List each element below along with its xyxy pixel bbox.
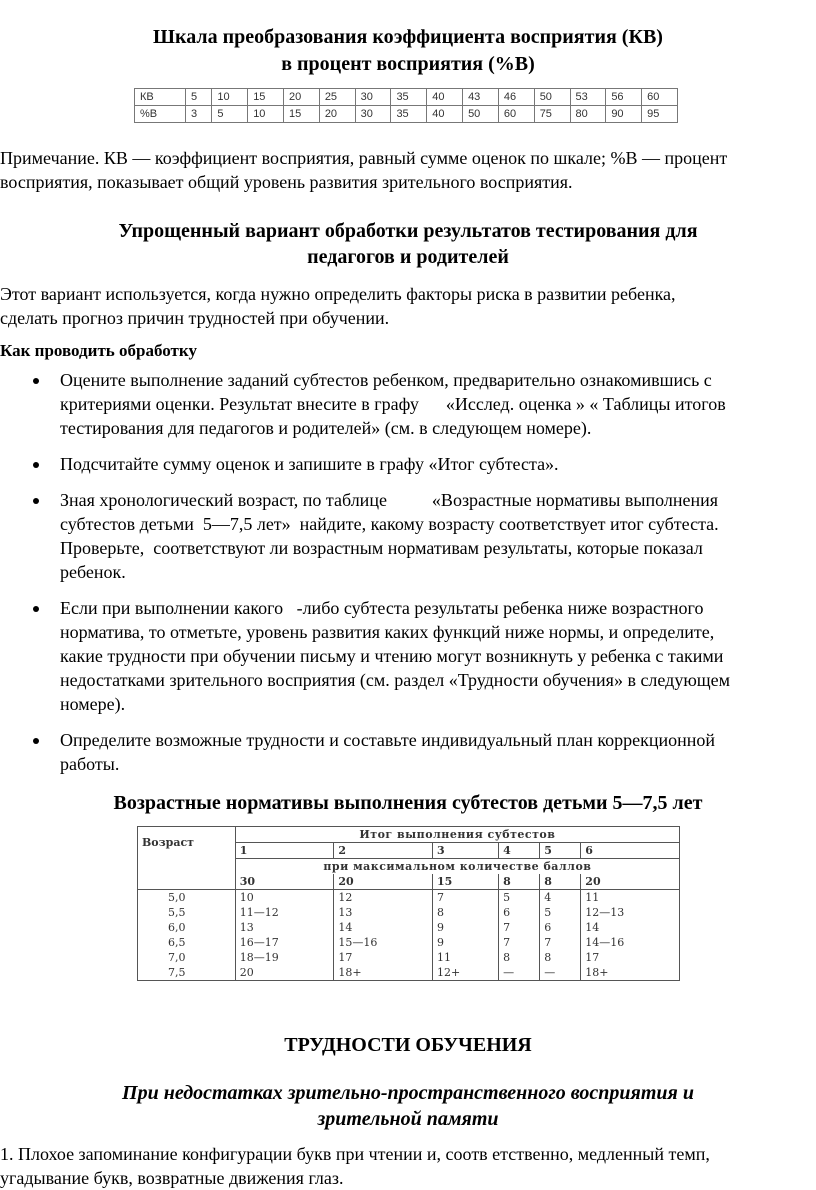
bullet-dot-icon [33,606,39,612]
scale-cell: 30 [355,106,391,123]
norms-row [138,950,680,965]
norm-cell: 9 [432,935,498,950]
subtest-number-header: 2 [334,843,433,859]
norm-cell: — [499,965,540,981]
norm-cell: 17 [334,950,433,965]
norm-cell: 17 [581,950,680,965]
simplified-heading-line-2: педагогов и родителей [307,246,509,268]
scale-row [135,89,678,106]
item1-line-1: 1. Плохое запоминание конфигурации букв при чтении и, соотв етственно, медленный темп, [0,1144,710,1164]
scale-cell: 56 [606,89,642,106]
norm-cell: 11 [432,950,498,965]
norms-heading: Возрастные нормативы выполнения субтестов детьми 5—7,5 лет [113,792,703,814]
instruction-line: номере). [60,694,126,714]
scale-cell: 75 [534,106,570,123]
instruction-item [0,368,816,440]
instruction-line: норматива, то отметьте, уровень развития каких функций ниже нормы, и определите, [60,622,715,642]
subheading-line-1: При недостатках зрительно-пространственного восприятия и [122,1082,694,1104]
instruction-line: Определите возможные трудности и составьте индивидуальный план коррекционной [60,730,716,750]
norm-cell: 7 [499,920,540,935]
instruction-list [0,368,816,788]
norm-cell: 4 [540,890,581,906]
norm-cell: 14 [581,920,680,935]
instruction-item [0,452,816,476]
instruction-line: субтестов детьми 5—7,5 лет» найдите, какому возрасту соответствует итог субтеста. [60,514,719,534]
subtest-number-header: 5 [540,843,581,859]
scale-cell: 95 [642,106,678,123]
scale-cell: 5 [212,106,248,123]
scale-cell: 30 [355,89,391,106]
scale-cell: 15 [284,106,320,123]
instruction-item [0,596,816,716]
subtest-number-header: 6 [581,843,680,859]
scale-cell: 40 [427,89,463,106]
age-spacer-cell [138,874,236,890]
norm-cell: 7 [432,890,498,906]
norm-cell: 18—19 [235,950,334,965]
scale-cell: 20 [319,106,355,123]
scale-cell: 20 [284,89,320,106]
max-score-cell: 20 [334,874,433,890]
page-title [0,24,816,78]
title-line-2: в процент восприятия (%В) [281,53,535,75]
scale-cell: 10 [248,106,284,123]
norms-row [138,905,680,920]
scale-cell: 25 [319,89,355,106]
norm-cell: 11—12 [235,905,334,920]
subtests-group-header: Итог выполнения субтестов [235,827,679,843]
scale-cell: 15 [248,89,284,106]
instruction-line: тестирования для педагогов и родителей» (см. в следующем номере). [60,418,592,438]
norm-cell: 13 [235,920,334,935]
age-cell: 5,5 [168,906,186,919]
note-paragraph [0,146,816,194]
intro-line-1: Этот вариант используется, когда нужно определить факторы риска в развитии ребенка, [0,284,676,304]
max-score-cell: 20 [581,874,680,890]
norm-cell: 20 [235,965,334,981]
age-cell: 6,0 [168,921,186,934]
instruction-line: Подсчитайте сумму оценок и запишите в графу «Итог субтеста». [60,454,559,474]
intro-line-2: сделать прогноз причин трудностей при обучении. [0,308,390,328]
age-column-header: Возраст [142,836,194,850]
instruction-line: работы. [60,754,120,774]
norm-cell: 12+ [432,965,498,981]
age-cell: 6,5 [168,936,186,949]
scale-row-label: КВ [135,89,186,106]
norm-cell: 6 [499,905,540,920]
max-score-cell: 8 [540,874,581,890]
scale-row [135,106,678,123]
simplified-intro [0,282,816,330]
norm-cell: 15—16 [334,935,433,950]
scale-cell: 50 [463,106,499,123]
scale-cell: 80 [570,106,606,123]
age-cell: 7,5 [168,966,186,979]
norm-cell: 12—13 [581,905,680,920]
scale-cell: 90 [606,106,642,123]
norm-cell: 16—17 [235,935,334,950]
norm-cell: 7 [499,935,540,950]
scale-cell: 53 [570,89,606,106]
instruction-item [0,728,816,776]
norm-cell: 6 [540,920,581,935]
subheading-line-2: зрительной памяти [317,1108,499,1130]
scale-cell: 40 [427,106,463,123]
scale-cell: 5 [186,89,212,106]
norm-cell: 14 [334,920,433,935]
max-score-cell: 30 [235,874,334,890]
instruction-line: критериями оценки. Результат внесите в графу «Исслед. оценка » « Таблицы итогов [60,394,726,414]
instruction-line: Проверьте, соответствуют ли возрастным нормативам результаты, которые показал [60,538,703,558]
bullet-dot-icon [33,738,39,744]
norm-cell: 18+ [581,965,680,981]
norm-cell: 8 [540,950,581,965]
norms-row [138,965,680,981]
scale-row-label: %В [135,106,186,123]
scale-cell: 3 [186,106,212,123]
instruction-line: какие трудности при обучении письму и чтению могут возникнуть у ребенка с такими [60,646,724,666]
scale-table [134,88,678,123]
instruction-line: ребенок. [60,562,126,582]
norm-cell: — [540,965,581,981]
instruction-item [0,488,816,584]
subtest-number-header: 1 [235,843,334,859]
norms-row [138,935,680,950]
difficulties-subheading [0,1080,816,1132]
norm-cell: 7 [540,935,581,950]
age-spacer-cell [138,859,236,875]
norms-row [138,890,680,906]
norm-cell: 9 [432,920,498,935]
scale-cell: 10 [212,89,248,106]
bullet-dot-icon [33,462,39,468]
instruction-line: недостатками зрительного восприятия (см. раздел «Трудности обучения» в следующем [60,670,731,690]
note-line-1: Примечание. КВ — коэффициент восприятия, равный сумме оценок по шкале; %В — процент [0,148,728,168]
norm-cell: 11 [581,890,680,906]
simplified-heading-line-1: Упрощенный вариант обработки результатов тестирования для [118,220,698,242]
subtest-number-header: 3 [432,843,498,859]
difficulties-heading: ТРУДНОСТИ ОБУЧЕНИЯ [284,1034,532,1056]
how-to-heading: Как проводить обработку [0,341,197,360]
norm-cell: 14—16 [581,935,680,950]
max-score-cell: 8 [499,874,540,890]
max-score-label: при максимальном количестве баллов [235,859,679,875]
norm-cell: 18+ [334,965,433,981]
note-line-2: восприятия, показывает общий уровень развития зрительного восприятия. [0,172,573,192]
age-cell: 7,0 [168,951,186,964]
scale-cell: 50 [534,89,570,106]
norm-cell: 5 [540,905,581,920]
instruction-line: Зная хронологический возраст, по таблице «Возрастные нормативы выполнения [60,490,718,510]
simplified-heading [0,218,816,270]
subtest-number-header: 4 [499,843,540,859]
scale-cell: 60 [498,106,534,123]
difficulty-item-1 [0,1142,816,1190]
title-line-1: Шкала преобразования коэффициента восприятия (КВ) [153,26,663,48]
scale-cell: 43 [463,89,499,106]
scale-cell: 35 [391,106,427,123]
norm-cell: 12 [334,890,433,906]
scale-cell: 46 [498,89,534,106]
scale-cell: 35 [391,89,427,106]
norm-cell: 5 [499,890,540,906]
norm-cell: 13 [334,905,433,920]
age-cell: 5,0 [168,891,186,904]
scale-cell: 60 [642,89,678,106]
bullet-dot-icon [33,498,39,504]
norms-table [137,826,680,981]
bullet-dot-icon [33,378,39,384]
norm-cell: 8 [499,950,540,965]
instruction-line: Если при выполнении какого -либо субтеста результаты ребенка ниже возрастного [60,598,704,618]
norm-cell: 8 [432,905,498,920]
item1-line-2: угадывание букв, возвратные движения глаз. [0,1168,344,1188]
norm-cell: 10 [235,890,334,906]
max-score-cell: 15 [432,874,498,890]
instruction-line: Оцените выполнение заданий субтестов ребенком, предварительно ознакомившись с [60,370,712,390]
norms-row [138,920,680,935]
